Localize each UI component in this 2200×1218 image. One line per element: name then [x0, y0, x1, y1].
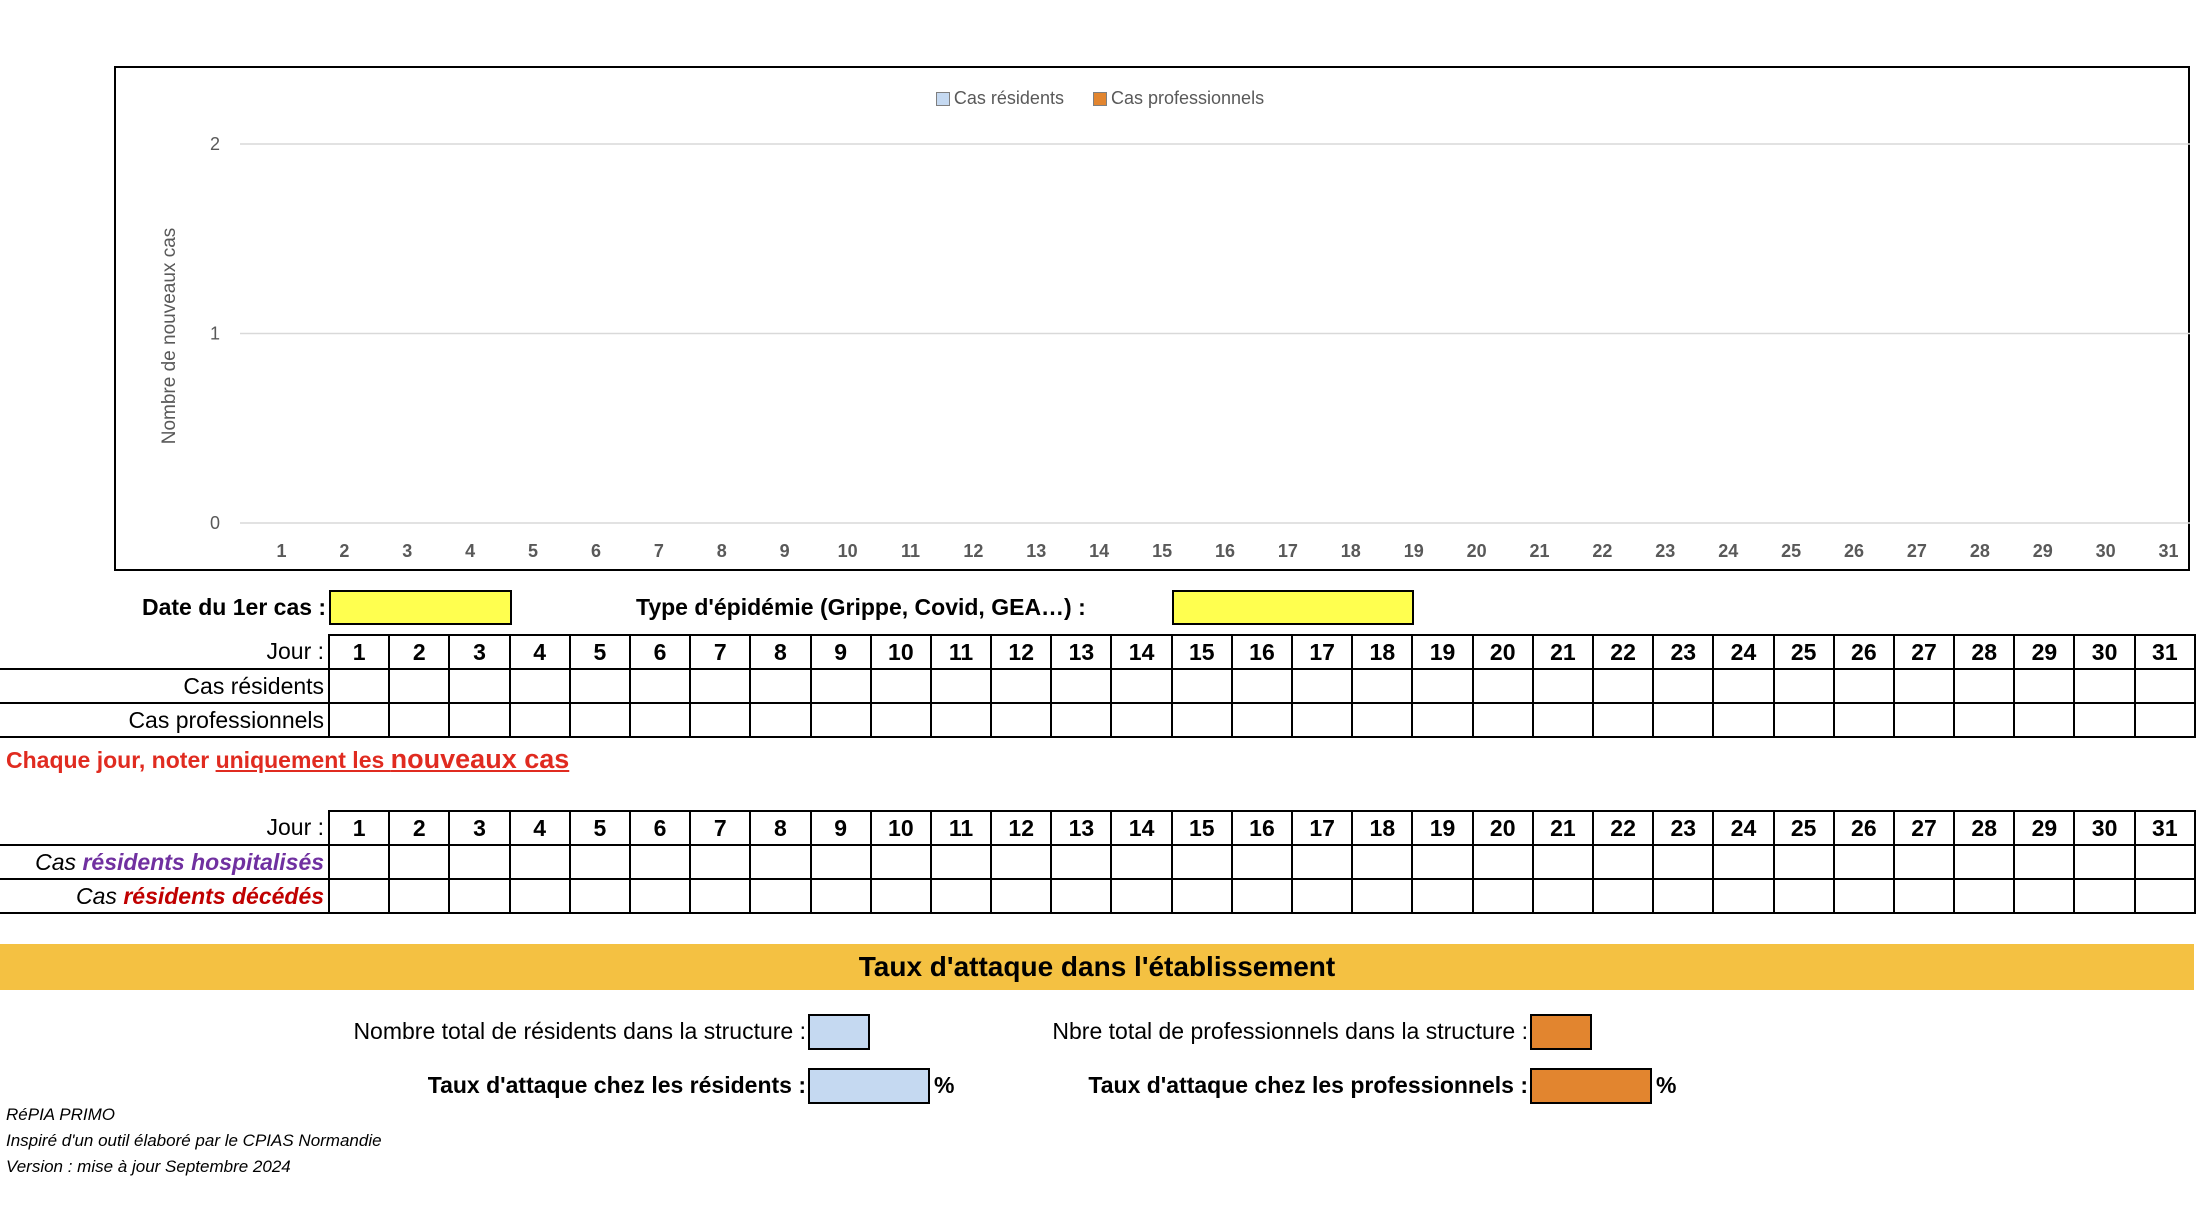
row-prefix: Cas [35, 848, 83, 875]
t2-day-cell[interactable] [1232, 845, 1292, 879]
x-tick-label: 13 [1026, 541, 1047, 561]
t1-day-cell[interactable] [1232, 669, 1292, 703]
t1-day-cell[interactable] [1954, 703, 2014, 737]
t1-day-cell[interactable] [991, 703, 1051, 737]
t1-day-header: 30 [2074, 635, 2134, 669]
x-tick-label: 2 [339, 541, 350, 561]
t2-day-header: 14 [1111, 811, 1171, 845]
chart-svg [0, 0, 2200, 580]
t1-day-header: 3 [449, 635, 509, 669]
t2-day-header: 25 [1774, 811, 1834, 845]
t1-day-cell[interactable] [389, 703, 449, 737]
t2-day-header: 9 [811, 811, 871, 845]
t2-day-cell[interactable] [871, 845, 931, 879]
t1-day-cell[interactable] [2014, 703, 2074, 737]
t1-day-header: 5 [570, 635, 630, 669]
t2-day-cell[interactable] [1051, 845, 1111, 879]
t2-day-cell[interactable] [510, 845, 570, 879]
date-first-case-input[interactable] [329, 590, 512, 625]
t1-day-cell[interactable] [1172, 669, 1232, 703]
t1-day-header: 11 [931, 635, 991, 669]
t1-day-header: 13 [1051, 635, 1111, 669]
t1-day-cell[interactable] [1352, 669, 1412, 703]
t2-day-header: 18 [1352, 811, 1412, 845]
t1-day-cell[interactable] [811, 669, 871, 703]
t1-day-header: 27 [1894, 635, 1954, 669]
y-tick-label: 2 [209, 134, 220, 154]
t1-day-cell[interactable] [1774, 703, 1834, 737]
t1-day-cell[interactable] [1172, 703, 1232, 737]
t2-day-header: 23 [1653, 811, 1713, 845]
t2-day-cell[interactable] [389, 879, 449, 913]
t2-day-header: 22 [1593, 811, 1653, 845]
t1-day-cell[interactable] [1593, 669, 1653, 703]
t1-day-cell[interactable] [1834, 703, 1894, 737]
t1-day-header: 20 [1473, 635, 1533, 669]
t2-day-header: 8 [750, 811, 810, 845]
t2-day-cell[interactable] [690, 879, 750, 913]
y-axis-label: Nombre de nouveaux cas [159, 227, 180, 445]
table-header-row [0, 635, 2195, 669]
t1-day-header: 14 [1111, 635, 1171, 669]
t2-day-cell[interactable] [570, 845, 630, 879]
t1-day-cell[interactable] [1111, 703, 1171, 737]
t2-day-header: 10 [871, 811, 931, 845]
t2-day-header: 21 [1533, 811, 1593, 845]
t2-day-header: 6 [630, 811, 690, 845]
t1-day-cell[interactable] [750, 703, 810, 737]
x-tick-label: 3 [402, 541, 413, 561]
t1-day-header: 24 [1713, 635, 1773, 669]
t1-day-cell[interactable] [630, 669, 690, 703]
t1-day-header: 15 [1172, 635, 1232, 669]
t2-day-cell[interactable] [1352, 845, 1412, 879]
t1-day-cell[interactable] [750, 669, 810, 703]
instruction-note [6, 744, 569, 775]
x-tick-label: 11 [900, 541, 920, 561]
t2-day-cell[interactable] [871, 879, 931, 913]
t1-day-header: 18 [1352, 635, 1412, 669]
new-cases-table [0, 634, 2196, 738]
x-tick-label: 10 [837, 541, 858, 561]
note-part2: uniquement les [215, 747, 391, 773]
t1-day-header: 8 [750, 635, 810, 669]
t1-day-cell[interactable] [1713, 669, 1773, 703]
t2-day-cell[interactable] [570, 879, 630, 913]
t1-day-header: 22 [1593, 635, 1653, 669]
x-tick-label: 4 [465, 541, 476, 561]
t2-day-cell[interactable] [329, 845, 389, 879]
table-row-decedes [0, 879, 2195, 913]
legend-swatch-residents [936, 92, 950, 106]
t1-day-header: 21 [1533, 635, 1593, 669]
jour-label: Jour : [0, 635, 329, 669]
table-row-professionnels [0, 703, 2195, 737]
t2-day-cell[interactable] [991, 879, 1051, 913]
x-tick-label: 24 [1718, 541, 1739, 561]
t2-day-cell[interactable] [1533, 845, 1593, 879]
note-part1: Chaque jour, noter [6, 747, 216, 773]
t2-day-header: 28 [1954, 811, 2014, 845]
t2-day-cell[interactable] [1593, 879, 1653, 913]
x-tick-label: 25 [1781, 541, 1802, 561]
t2-day-cell[interactable] [1412, 879, 1472, 913]
t2-day-cell[interactable] [1412, 845, 1472, 879]
x-tick-label: 7 [653, 541, 664, 561]
t2-day-header: 24 [1713, 811, 1773, 845]
t1-day-header: 4 [510, 635, 570, 669]
rate-pros-label: Taux d'attaque chez les professionnels : [1088, 1072, 1528, 1098]
t2-day-cell[interactable] [2135, 845, 2195, 879]
t1-day-cell[interactable] [1713, 703, 1773, 737]
hospital-death-table [0, 810, 2196, 914]
t1-day-cell[interactable] [1412, 703, 1472, 737]
t2-day-header: 4 [510, 811, 570, 845]
t1-day-cell[interactable] [510, 703, 570, 737]
t2-day-header: 13 [1051, 811, 1111, 845]
t1-day-cell[interactable] [1352, 703, 1412, 737]
t1-day-cell[interactable] [991, 669, 1051, 703]
t2-day-cell[interactable] [1954, 879, 2014, 913]
t2-day-cell[interactable] [1894, 879, 1954, 913]
attack-rate-banner: Taux d'attaque dans l'établissement [0, 944, 2194, 990]
t1-day-cell[interactable] [871, 703, 931, 737]
t2-day-cell[interactable] [1774, 845, 1834, 879]
t2-day-cell[interactable] [1653, 879, 1713, 913]
t1-day-header: 16 [1232, 635, 1292, 669]
t2-day-cell[interactable] [811, 845, 871, 879]
t1-day-header: 26 [1834, 635, 1894, 669]
t2-day-header: 27 [1894, 811, 1954, 845]
x-tick-label: 18 [1340, 541, 1361, 561]
row-label-professionnels: Cas professionnels [0, 703, 329, 737]
t2-day-header: 29 [2014, 811, 2074, 845]
total-pros-input[interactable] [1530, 1014, 1592, 1050]
t1-day-cell[interactable] [811, 703, 871, 737]
t1-day-cell[interactable] [1473, 703, 1533, 737]
rate-residents-label: Taux d'attaque chez les résidents : [427, 1072, 806, 1098]
total-pros-label: Nbre total de professionnels dans la structure : [1052, 1018, 1528, 1044]
t2-day-cell[interactable] [1292, 845, 1352, 879]
x-tick-label: 19 [1403, 541, 1424, 561]
t2-day-cell[interactable] [1473, 879, 1533, 913]
percent-sign-pros: % [1656, 1072, 1677, 1098]
t2-day-cell[interactable] [931, 879, 991, 913]
t2-day-cell[interactable] [811, 879, 871, 913]
total-residents-input[interactable] [808, 1014, 870, 1050]
t1-day-header: 12 [991, 635, 1051, 669]
t1-day-cell[interactable] [2135, 669, 2195, 703]
t2-day-cell[interactable] [1172, 879, 1232, 913]
x-tick-label: 27 [1906, 541, 1927, 561]
t1-day-header: 1 [329, 635, 389, 669]
t2-day-cell[interactable] [1954, 845, 2014, 879]
chart-legend [0, 88, 2200, 111]
t2-day-cell[interactable] [2074, 879, 2134, 913]
t2-day-cell[interactable] [1292, 879, 1352, 913]
t1-day-header: 6 [630, 635, 690, 669]
x-tick-label: 16 [1214, 541, 1236, 561]
y-tick-label: 0 [209, 513, 220, 533]
t1-day-cell[interactable] [1653, 703, 1713, 737]
t1-day-header: 17 [1292, 635, 1352, 669]
legend-item-professionnels [1093, 88, 1264, 109]
x-tick-label: 15 [1152, 541, 1173, 561]
total-residents-label: Nombre total de résidents dans la structure : [353, 1018, 806, 1044]
t2-day-cell[interactable] [991, 845, 1051, 879]
t1-day-cell[interactable] [570, 669, 630, 703]
t2-day-cell[interactable] [1713, 879, 1773, 913]
t2-day-header: 17 [1292, 811, 1352, 845]
row-label-decedes [0, 879, 329, 913]
t1-day-cell[interactable] [1232, 703, 1292, 737]
table-header-row [0, 811, 2195, 845]
t1-day-cell[interactable] [871, 669, 931, 703]
x-tick-label: 8 [716, 541, 727, 561]
t1-day-header: 10 [871, 635, 931, 669]
t1-day-cell[interactable] [329, 703, 389, 737]
t2-day-header: 19 [1412, 811, 1472, 845]
x-tick-label: 12 [963, 541, 984, 561]
t1-day-cell[interactable] [2014, 669, 2074, 703]
t1-day-header: 7 [690, 635, 750, 669]
t2-day-cell[interactable] [750, 879, 810, 913]
t2-day-header: 16 [1232, 811, 1292, 845]
jour-label: Jour : [0, 811, 329, 845]
t1-day-cell[interactable] [389, 669, 449, 703]
t1-day-cell[interactable] [690, 669, 750, 703]
rate-pros-value [1530, 1068, 1652, 1104]
t1-day-header: 31 [2135, 635, 2195, 669]
row-prefix: Cas [76, 882, 124, 909]
y-tick-label: 1 [209, 323, 220, 344]
t1-day-cell[interactable] [1894, 703, 1954, 737]
t2-day-header: 12 [991, 811, 1051, 845]
t2-day-cell[interactable] [1051, 879, 1111, 913]
t2-day-cell[interactable] [2074, 845, 2134, 879]
t2-day-cell[interactable] [1172, 845, 1232, 879]
x-tick-label: 17 [1277, 541, 1298, 561]
x-tick-label: 14 [1089, 541, 1110, 561]
x-tick-label: 20 [1466, 541, 1487, 561]
t2-day-header: 11 [931, 811, 991, 845]
t1-day-cell[interactable] [2135, 703, 2195, 737]
t2-day-cell[interactable] [1232, 879, 1292, 913]
t2-day-cell[interactable] [1111, 879, 1171, 913]
t2-day-header: 1 [329, 811, 389, 845]
t1-day-cell[interactable] [1834, 669, 1894, 703]
t1-day-cell[interactable] [1533, 703, 1593, 737]
t2-day-cell[interactable] [1713, 845, 1773, 879]
t1-day-header: 19 [1412, 635, 1472, 669]
t1-day-cell[interactable] [1894, 669, 1954, 703]
t2-day-cell[interactable] [1774, 879, 1834, 913]
row-highlight-decedes: résidents décédés [123, 882, 325, 909]
note-part3: nouveaux cas [390, 744, 570, 774]
t2-day-cell[interactable] [750, 845, 810, 879]
t1-day-cell[interactable] [1774, 669, 1834, 703]
x-tick-label: 1 [276, 541, 287, 561]
row-label-hospitalises [0, 845, 329, 879]
x-tick-label: 26 [1844, 541, 1865, 561]
t2-day-cell[interactable] [329, 879, 389, 913]
t2-day-cell[interactable] [449, 879, 509, 913]
t2-day-cell[interactable] [1894, 845, 1954, 879]
t1-day-cell[interactable] [931, 703, 991, 737]
t1-day-cell[interactable] [1593, 703, 1653, 737]
x-tick-label: 28 [1969, 541, 1990, 561]
t1-day-cell[interactable] [449, 703, 509, 737]
x-tick-label: 22 [1592, 541, 1613, 561]
t1-day-cell[interactable] [931, 669, 991, 703]
t2-day-header: 31 [2135, 811, 2195, 845]
t1-day-cell[interactable] [449, 669, 509, 703]
t1-day-header: 2 [389, 635, 449, 669]
t2-day-cell[interactable] [1593, 845, 1653, 879]
x-tick-label: 6 [590, 541, 601, 561]
footer-line3: Version : mise à jour Septembre 2024 [6, 1157, 291, 1176]
t1-day-cell[interactable] [1292, 703, 1352, 737]
date-first-case-label: Date du 1er cas : [142, 594, 327, 620]
x-tick-label: 31 [2158, 541, 2179, 561]
t1-day-header: 29 [2014, 635, 2074, 669]
t2-day-header: 5 [570, 811, 630, 845]
t2-day-cell[interactable] [2135, 879, 2195, 913]
legend-swatch-professionnels [1093, 92, 1107, 106]
t2-day-header: 3 [449, 811, 509, 845]
t1-day-header: 28 [1954, 635, 2014, 669]
table-row-residents [0, 669, 2195, 703]
t2-day-cell[interactable] [2014, 845, 2074, 879]
t2-day-cell[interactable] [2014, 879, 2074, 913]
t1-day-cell[interactable] [690, 703, 750, 737]
t1-day-header: 25 [1774, 635, 1834, 669]
t1-day-header: 23 [1653, 635, 1713, 669]
x-tick-label: 30 [2095, 541, 2116, 561]
footer-line1: RéPIA PRIMO [6, 1105, 115, 1124]
t1-day-cell[interactable] [1292, 669, 1352, 703]
t2-day-cell[interactable] [449, 845, 509, 879]
t1-day-cell[interactable] [329, 669, 389, 703]
t1-day-header: 9 [811, 635, 871, 669]
row-label-residents: Cas résidents [0, 669, 329, 703]
t1-day-cell[interactable] [1051, 703, 1111, 737]
table-row-hospitalises [0, 845, 2195, 879]
t1-day-cell[interactable] [2074, 703, 2134, 737]
t2-day-header: 7 [690, 811, 750, 845]
t2-day-cell[interactable] [630, 879, 690, 913]
t2-day-header: 26 [1834, 811, 1894, 845]
t1-day-cell[interactable] [1412, 669, 1472, 703]
t1-day-cell[interactable] [1473, 669, 1533, 703]
x-tick-label: 9 [779, 541, 790, 561]
t2-day-cell[interactable] [1111, 845, 1171, 879]
t2-day-cell[interactable] [1834, 879, 1894, 913]
t1-day-cell[interactable] [510, 669, 570, 703]
footer-line2: Inspiré d'un outil élaboré par le CPIAS Normandie [6, 1131, 382, 1150]
t2-day-cell[interactable] [389, 845, 449, 879]
t2-day-cell[interactable] [1473, 845, 1533, 879]
t1-day-cell[interactable] [1111, 669, 1171, 703]
epidemic-type-input[interactable] [1172, 590, 1414, 625]
row-highlight-hospitalises: résidents hospitalisés [82, 848, 325, 875]
t2-day-cell[interactable] [931, 845, 991, 879]
t1-day-cell[interactable] [1533, 669, 1593, 703]
legend-item-residents [936, 88, 1064, 109]
t2-day-header: 15 [1172, 811, 1232, 845]
x-tick-label: 29 [2032, 541, 2053, 561]
t2-day-cell[interactable] [1352, 879, 1412, 913]
x-tick-label: 5 [528, 541, 539, 561]
t1-day-cell[interactable] [630, 703, 690, 737]
t1-day-cell[interactable] [2074, 669, 2134, 703]
epidemic-type-label: Type d'épidémie (Grippe, Covid, GEA…) : [636, 594, 1086, 620]
t1-day-cell[interactable] [1653, 669, 1713, 703]
t2-day-cell[interactable] [1653, 845, 1713, 879]
t2-day-cell[interactable] [510, 879, 570, 913]
t1-day-cell[interactable] [570, 703, 630, 737]
legend-label-residents: Cas résidents [953, 88, 1064, 108]
t2-day-cell[interactable] [1834, 845, 1894, 879]
t1-day-cell[interactable] [1051, 669, 1111, 703]
percent-sign-residents: % [934, 1072, 955, 1098]
t2-day-header: 2 [389, 811, 449, 845]
rate-residents-value [808, 1068, 930, 1104]
legend-label-professionnels: Cas professionnels [1110, 88, 1265, 108]
t2-day-cell[interactable] [630, 845, 690, 879]
t2-day-header: 30 [2074, 811, 2134, 845]
t2-day-header: 20 [1473, 811, 1533, 845]
x-tick-label: 23 [1655, 541, 1676, 561]
t2-day-cell[interactable] [690, 845, 750, 879]
x-tick-label: 21 [1529, 541, 1550, 561]
t1-day-cell[interactable] [1954, 669, 2014, 703]
t2-day-cell[interactable] [1533, 879, 1593, 913]
